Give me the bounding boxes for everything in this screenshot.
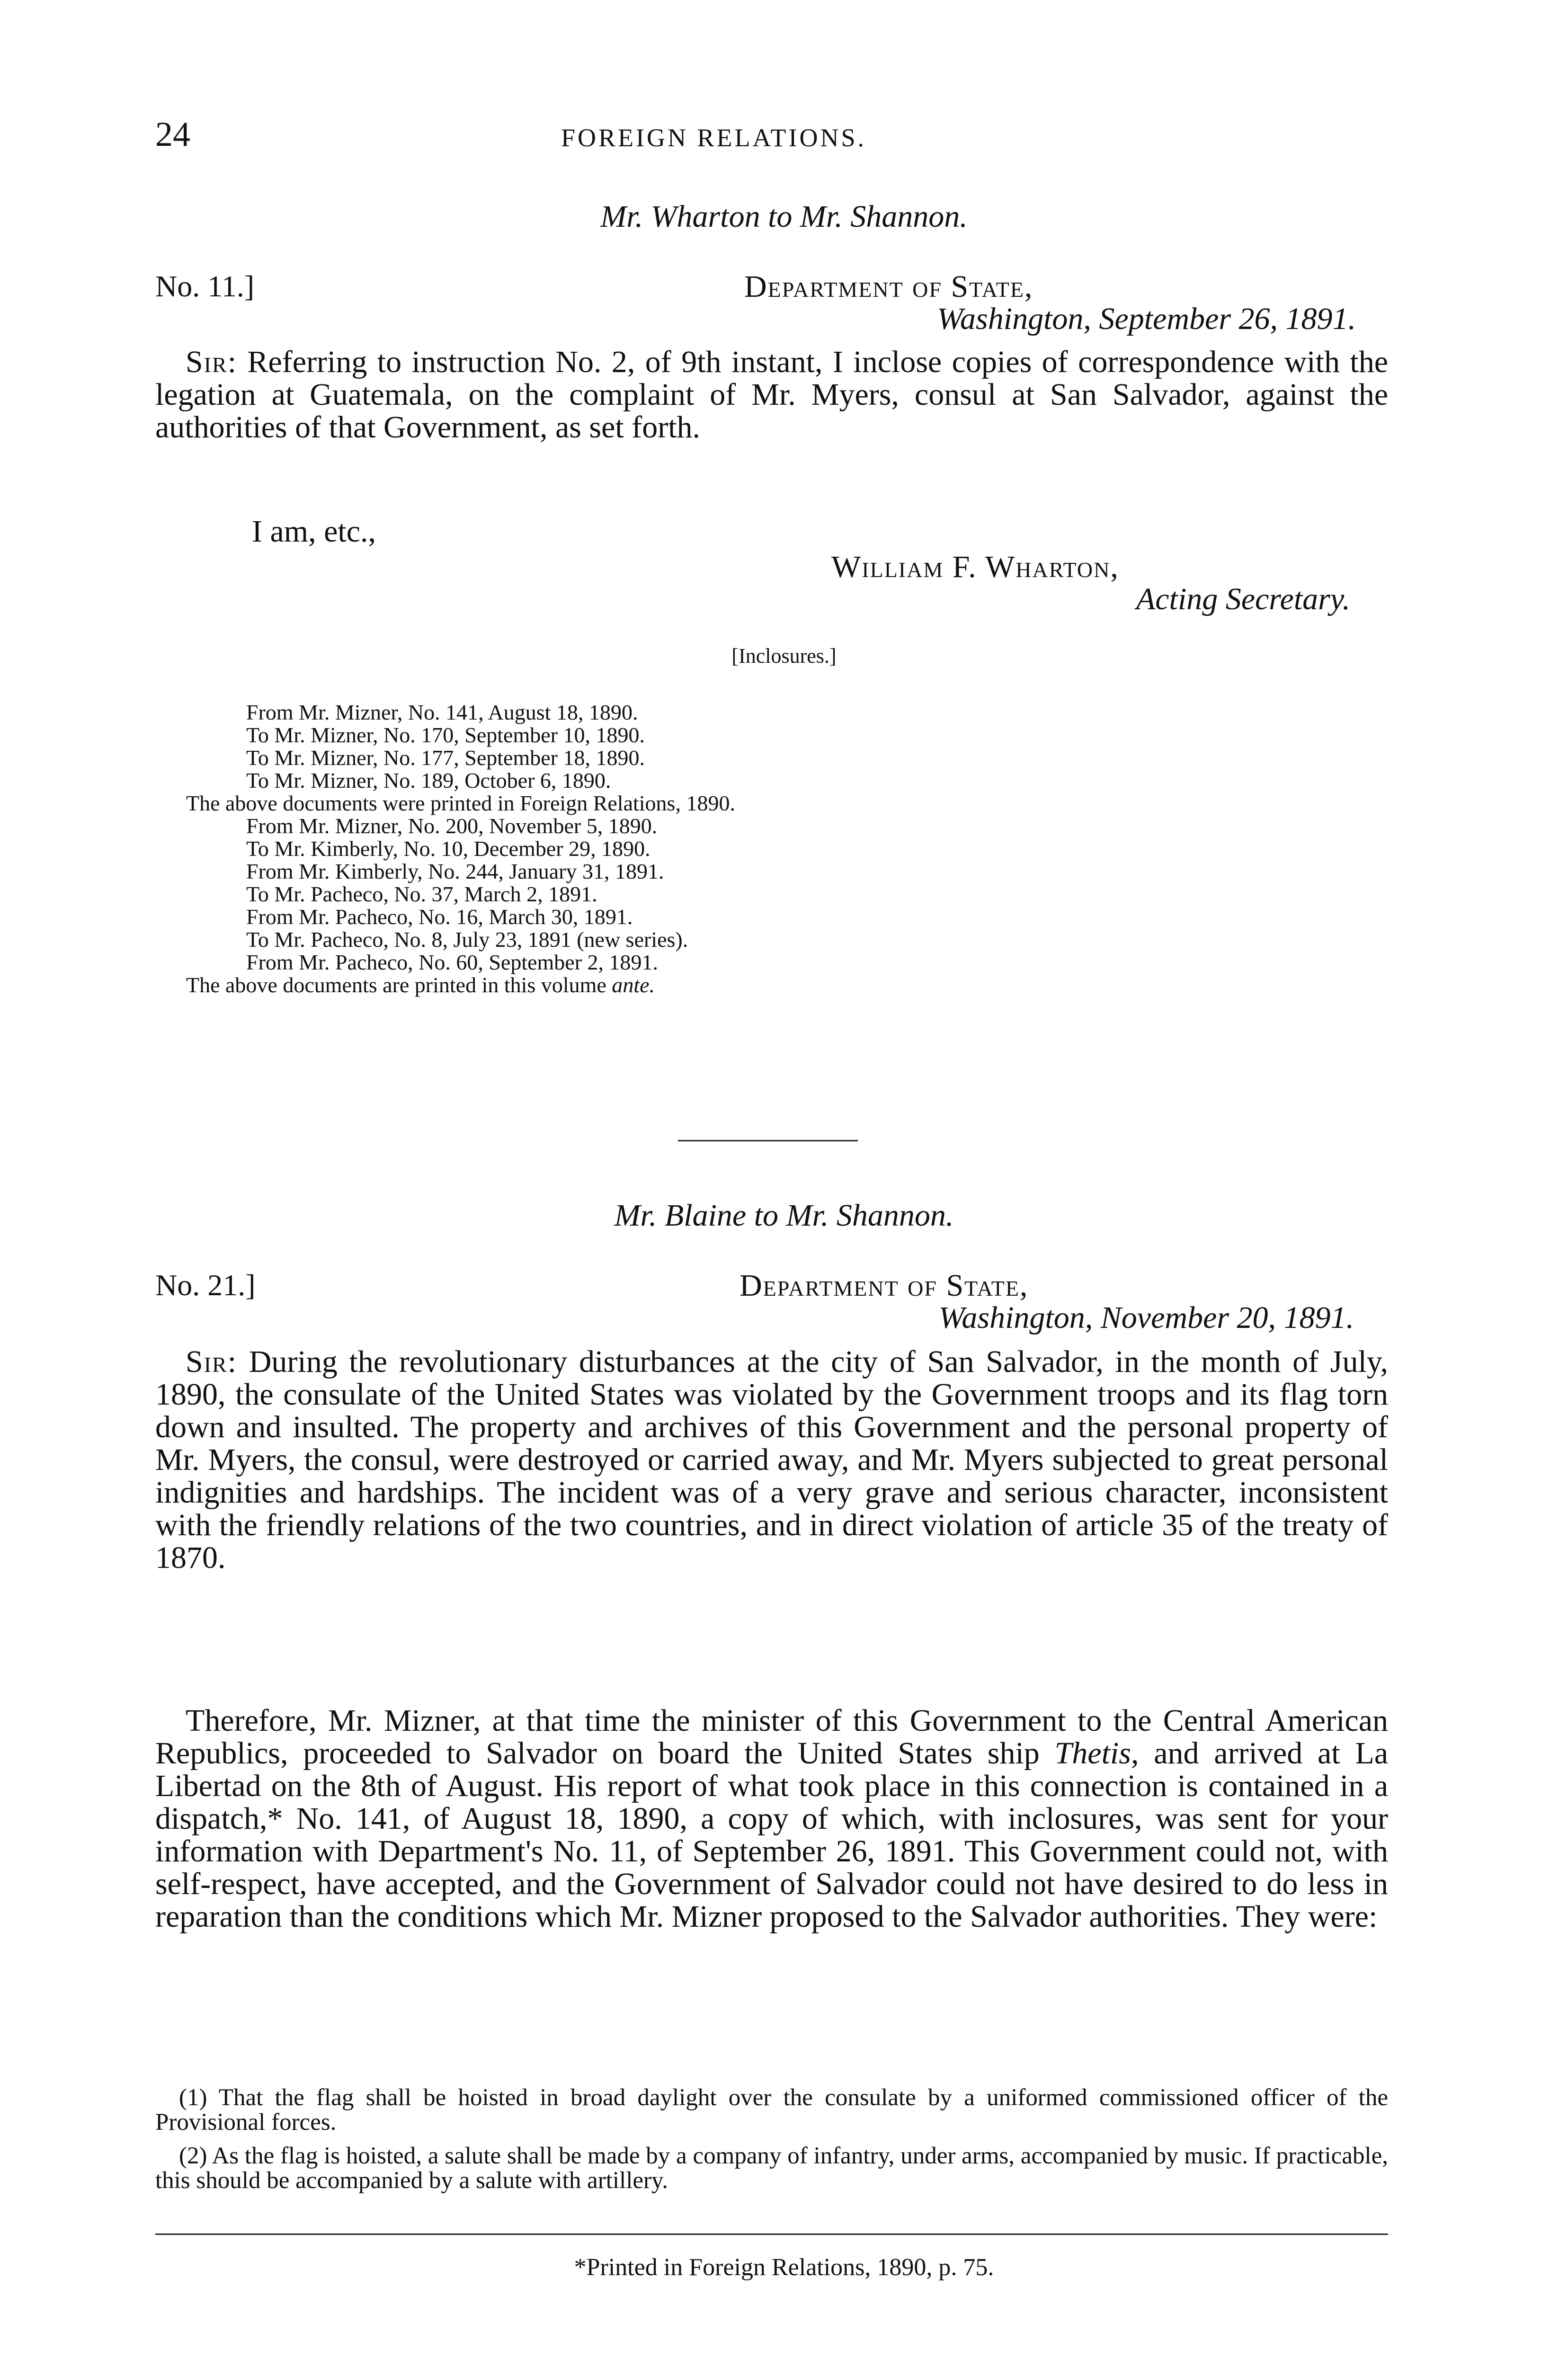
inclosure-item: From Mr. Mizner, No. 141, August 18, 1890. [246,700,638,724]
letter2-para1-text: During the revolutionary disturbances at the city of San Salvador, in the month of July, 1890, the consulate of the United States was violated by the Government troops and its flag torn down and insulted. The property and archives of this Government and the personal property of Mr. Myers, the consul, were destroyed or carried away, and Mr. Myers subjected to great personal indignities and hardships. The incident was of a very grave and serious character, inconsistent with the friendly relations of the two countries, and in direct violation of article 35 of the treaty of 1870. [155,1344,1389,1575]
footnote-rule [155,2234,1388,2235]
letter1-salutation: Sir: [186,345,238,379]
running-title: FOREIGN RELATIONS. [561,124,867,152]
letter2-para2-start: Therefore, Mr. Mizner, at that time the minister of this Government to the Central American Republics, proceeded to Salvador on board the United States ship [155,1703,1388,1771]
condition-2: (2) As the flag is hoisted, a salute shall be made by a company of infantry, under arms, accompanied by music. If practicable, this should be accompanied by a salute with artillery. [155,2143,1388,2194]
letter2-salutation: Sir: [186,1344,238,1379]
letter2-paragraph-2 [155,1704,1388,1933]
inclosure-note-text: The above documents are printed in this volume [186,973,606,997]
condition-1: (1) That the flag shall be hoisted in broad daylight over the consulate by a uniformed commissioned officer of the Provisional forces. [155,2084,1388,2136]
inclosure-item: To Mr. Pacheco, No. 8, July 23, 1891 (new series). [246,927,688,952]
inclosure-item: To Mr. Mizner, No. 189, October 6, 1890. [246,768,611,792]
inclosure-item: To Mr. Mizner, No. 177, September 18, 1890. [246,746,645,770]
inclosure-item: From Mr. Pacheco, No. 60, September 2, 1891. [246,950,659,974]
inclosure-note-ante: ante. [612,973,655,997]
ship-name: Thetis [1054,1736,1131,1771]
letter1-place-date: Washington, September 26, 1891. [937,302,1356,336]
section-divider [678,1140,858,1141]
letter2-para2-end: , and arrived at La Libertad on the 8th of August. His report of what took place in this connection is contained in a dispatch,* No. 141, of August 18, 1890, a copy of which, with inclosures, was sent for your information with Department's No. 11, of September 26, 1891. This Government could not, with self-respect, have accepted, and the Government of Salvador could not have desired to do less in reparation than the conditions which Mr. Mizner proposed to the Salvador authorities. They were: [155,1736,1388,1934]
inclosure-item: To Mr. Kimberly, No. 10, December 29, 1890. [246,836,650,861]
letter1-body-text: Referring to instruction No. 2, of 9th instant, I inclose copies of correspondence with the legation at Guatemala, on the complaint of Mr. Myers, consul at San Salvador, against the authorities of that Government, as set forth. [155,345,1389,445]
letter2-department: Department of State, [739,1268,1029,1303]
footnote: *Printed in Foreign Relations, 1890, p. 75. [574,2254,994,2281]
letter1-closing: I am, etc., [252,514,376,549]
letter1-signature-title: Acting Secretary. [1136,582,1350,616]
inclosure-item: To Mr. Pacheco, No. 37, March 2, 1891. [246,882,597,906]
inclosure-note [186,973,655,997]
letter1-body [155,346,1388,444]
letter1-signature: William F. Wharton, [831,550,1119,584]
inclosure-item: From Mr. Mizner, No. 200, November 5, 1890. [246,814,658,838]
letter2-place-date: Washington, November 20, 1891. [938,1300,1354,1335]
letter1-heading: Mr. Wharton to Mr. Shannon. [600,199,968,234]
inclosure-item: From Mr. Kimberly, No. 244, January 31, 1891. [246,859,664,883]
letter1-department: Department of State, [744,269,1033,304]
letter2-heading: Mr. Blaine to Mr. Shannon. [614,1198,954,1233]
letter2-number: No. 21.] [155,1268,256,1302]
inclosures-label: [Inclosures.] [731,644,837,667]
inclosure-note: The above documents were printed in Foreign Relations, 1890. [186,791,735,815]
inclosure-item: To Mr. Mizner, No. 170, September 10, 1890. [246,723,645,747]
letter1-number: No. 11.] [155,269,255,303]
inclosure-item: From Mr. Pacheco, No. 16, March 30, 1891. [246,905,633,929]
page-number: 24 [155,115,190,154]
letter2-paragraph-1 [155,1345,1388,1574]
